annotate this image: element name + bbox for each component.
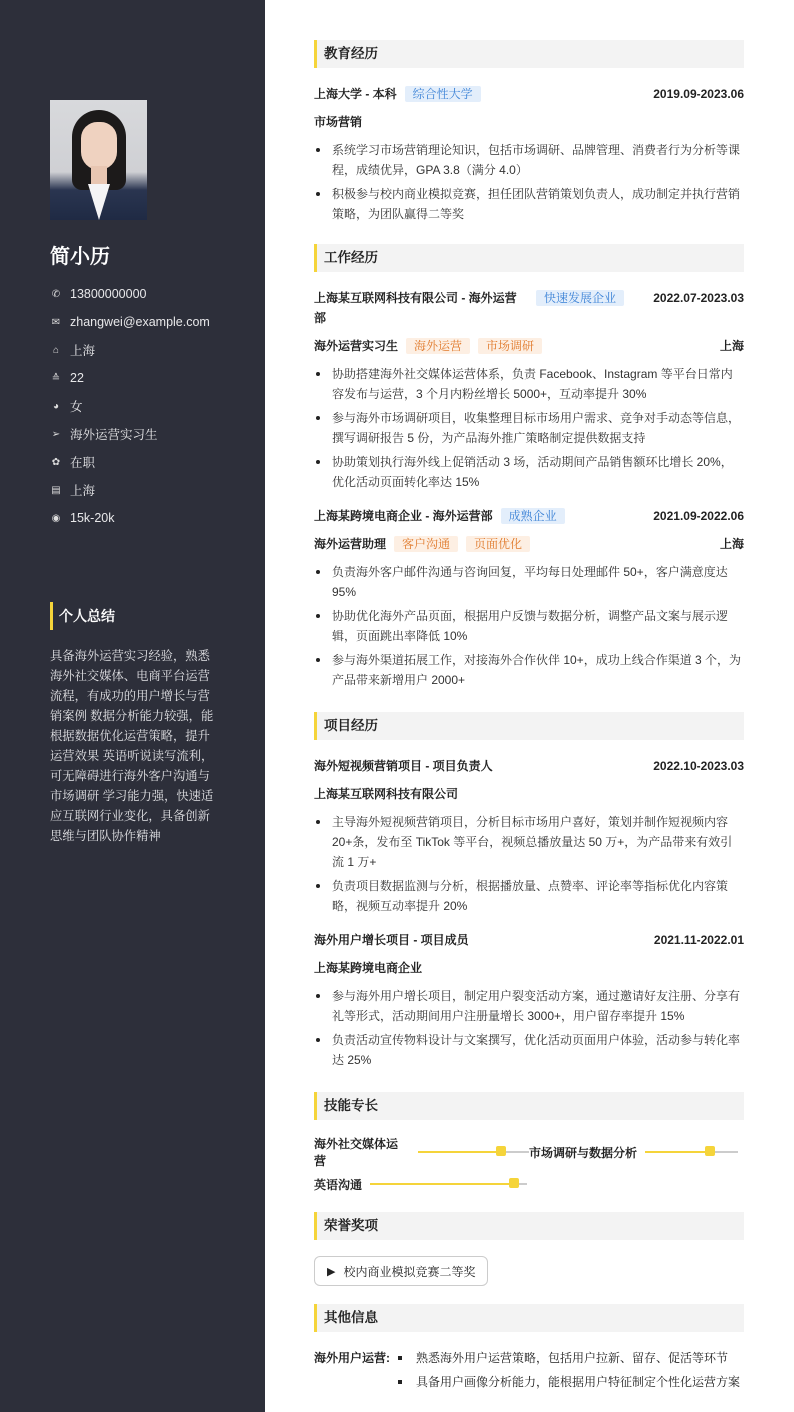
- entry-header: [314, 288, 744, 328]
- bullet-item: 积极参与校内商业模拟竞赛，担任团队营销策划负责人，成功制定并执行营销策略，为团队赢得二等奖: [314, 184, 744, 224]
- org-row: [314, 958, 744, 978]
- org-name: 上海某跨境电商企业: [314, 961, 423, 975]
- info-row: [50, 448, 250, 476]
- info-row: [50, 308, 250, 336]
- bullet-item: 具备用户画像分析能力，能根据用户特征制定个性化运营方案: [392, 1372, 740, 1392]
- city: 上海: [719, 339, 744, 353]
- phone-icon: ✆: [51, 288, 61, 300]
- info-row: [50, 420, 250, 448]
- section-title-other: 其他信息: [314, 1304, 744, 1332]
- info-text: 上海: [70, 344, 96, 358]
- skill-name: 海外社交媒体运营: [314, 1137, 399, 1168]
- bullet-list: [314, 140, 744, 224]
- main-content: [314, 40, 744, 1396]
- entry-left: [314, 506, 565, 526]
- role-row: [314, 336, 744, 356]
- skill-tag: 页面优化: [466, 536, 530, 552]
- entry-left: [314, 288, 624, 328]
- entry-date: 2021.11-2022.01: [653, 933, 744, 947]
- summary-text: 具备海外运营实习经验，熟悉海外社交媒体、电商平台运营流程，有成功的用户增长与营销案例 数据分析能力较强，能根据数据优化运营策略，提升运营效果 英语听说读写流利，可无障碍进行海外客户沟通与市场调研 学习能力强，快速适应互联网行业变化，具备创新思维与团队协作精神: [50, 649, 214, 843]
- skill-tag: 市场调研: [478, 338, 542, 354]
- info-text: 海外运营实习生: [70, 428, 158, 442]
- skill-fill: [645, 1151, 710, 1153]
- sidebar: [0, 0, 265, 1412]
- entry-header: [314, 84, 744, 104]
- bullet-item: 协助策划执行海外线上促销活动 3 场，活动期间产品销售额环比增长 20%，优化活动页面转化率达 15%: [314, 452, 744, 492]
- info-row: [50, 476, 250, 504]
- info-text: zhangwei@example.com: [70, 315, 210, 329]
- info-text: 女: [70, 400, 83, 414]
- company-tag: 成熟企业: [501, 508, 565, 524]
- skill-knob: [705, 1146, 715, 1156]
- age-icon: ≙: [51, 372, 61, 384]
- info-row: [50, 392, 250, 420]
- info-row: [50, 336, 250, 364]
- role-name: 海外运营助理: [314, 537, 387, 551]
- bullet-item: 参与海外市场调研项目，收集整理目标市场用户需求、竞争对手动态等信息，撰写调研报告 5 份，为产品海外推广策略制定提供数据支持: [314, 408, 744, 448]
- skill-tag: 客户沟通: [394, 536, 458, 552]
- company-name: 上海某跨境电商企业 - 海外运营部: [314, 509, 493, 523]
- other-label: 海外用户运营:: [314, 1351, 390, 1365]
- info-row: [50, 364, 250, 392]
- school-tag: 综合性大学: [405, 86, 481, 102]
- skill-fill: [370, 1183, 514, 1185]
- project-name: 海外短视频营销项目 - 项目负责人: [314, 759, 493, 773]
- role-left: [314, 336, 542, 356]
- salary-icon: ◉: [51, 512, 61, 524]
- info-text: 22: [70, 371, 84, 385]
- skill-item: [314, 1136, 529, 1168]
- bullet-list: [314, 986, 744, 1070]
- major-name: 市场营销: [314, 115, 363, 129]
- info-text: 在职: [70, 456, 96, 470]
- skill-item: [314, 1168, 529, 1200]
- section-title-skills: 技能专长: [314, 1092, 744, 1120]
- entry-header: [314, 506, 744, 526]
- bullet-item: 参与海外渠道拓展工作，对接海外合作伙伴 10+，成功上线合作渠道 3 个，为产品带来新增用户 2000+: [314, 650, 744, 690]
- entry-date: 2022.10-2023.03: [653, 759, 744, 773]
- education-entry: [314, 84, 744, 224]
- section-title-work: 工作经历: [314, 244, 744, 272]
- section-title-projects: 项目经历: [314, 712, 744, 740]
- info-text: 13800000000: [70, 287, 147, 301]
- bullet-item: 主导海外短视频营销项目，分析目标市场用户喜好，策划并制作短视频内容 20+条，发布至 TikTok 等平台，视频总播放量达 50 万+，为产品带来有效引流 1 万+: [314, 812, 744, 872]
- entry-header: [314, 930, 744, 950]
- send-icon: ➢: [51, 428, 61, 440]
- bullet-item: 负责项目数据监测与分析，根据播放量、点赞率、评论率等指标优化内容策略，视频互动率提升 20%: [314, 876, 744, 916]
- section-title-awards: 荣誉奖项: [314, 1212, 744, 1240]
- skill-bar: [645, 1151, 738, 1153]
- bullet-list: [314, 364, 744, 492]
- section-title-education: 教育经历: [314, 40, 744, 68]
- skill-item: [529, 1136, 744, 1168]
- award-text: 校内商业模拟竞赛二等奖: [343, 1264, 476, 1279]
- city: 上海: [719, 537, 744, 551]
- skill-tag: 海外运营: [406, 338, 470, 354]
- play-icon: ▶: [327, 1265, 336, 1278]
- other-bullets: [392, 1348, 740, 1396]
- contact-info: [50, 280, 250, 532]
- work-entry: [314, 288, 744, 492]
- candidate-name: 简小历: [50, 246, 110, 268]
- bullet-item: 负责海外客户邮件沟通与咨询回复，平均每日处理邮件 50+，客户满意度达 95%: [314, 562, 744, 602]
- org-row: [314, 784, 744, 804]
- skill-knob: [496, 1146, 506, 1156]
- info-text: 15k-20k: [70, 511, 115, 525]
- company-name: 上海某互联网科技有限公司 - 海外运营部: [314, 291, 517, 325]
- entry-header: [314, 756, 744, 776]
- skill-bar: [370, 1183, 527, 1185]
- skill-fill: [418, 1151, 502, 1153]
- bullet-item: 协助优化海外产品页面，根据用户反馈与数据分析，调整产品文案与展示逻辑，页面跳出率降低 10%: [314, 606, 744, 646]
- entry-date: 2019.09-2023.06: [653, 87, 744, 101]
- company-tag: 快速发展企业: [536, 290, 624, 306]
- bullet-item: 系统学习市场营销理论知识，包括市场调研、品牌管理、消费者行为分析等课程，成绩优异，GPA 3.8（满分 4.0）: [314, 140, 744, 180]
- info-text: 上海: [70, 484, 96, 498]
- org-name: 上海某互联网科技有限公司: [314, 787, 459, 801]
- entry-date: 2022.07-2023.03: [653, 291, 744, 305]
- avatar-photo: [50, 100, 147, 220]
- school-name: 上海大学 - 本科: [314, 87, 397, 101]
- skills-list: [314, 1136, 744, 1200]
- skill-bar: [418, 1151, 529, 1153]
- major: [314, 112, 744, 132]
- project-name: 海外用户增长项目 - 项目成员: [314, 933, 469, 947]
- bullet-item: 负责活动宣传物料设计与文案撰写，优化活动页面用户体验，活动参与转化率达 25%: [314, 1030, 744, 1070]
- gender-icon: ◕: [52, 400, 60, 412]
- skill-name: 英语沟通: [314, 1177, 363, 1192]
- bullet-item: 协助搭建海外社交媒体运营体系，负责 Facebook、Instagram 等平台日常内容发布与运营，3 个月内粉丝增长 5000+，互动率提升 30%: [314, 364, 744, 404]
- skill-knob: [509, 1178, 519, 1188]
- summary-title: 个人总结: [50, 602, 115, 630]
- bullet-item: 参与海外用户增长项目，制定用户裂变活动方案，通过邀请好友注册、分享有礼等形式，活动期间用户注册量增长 3000+，用户留存率提升 15%: [314, 986, 744, 1026]
- bullet-list: [314, 562, 744, 690]
- building-icon: ▤: [51, 484, 61, 496]
- role-name: 海外运营实习生: [314, 339, 399, 353]
- home-icon: ⌂: [52, 344, 60, 356]
- project-entry: [314, 930, 744, 1070]
- role-left: [314, 534, 530, 554]
- bullet-list: [314, 812, 744, 916]
- status-icon: ✿: [51, 456, 61, 468]
- skill-name: 市场调研与数据分析: [529, 1145, 638, 1160]
- info-row: [50, 504, 250, 532]
- award-item[interactable]: [314, 1256, 488, 1286]
- entry-date: 2021.09-2022.06: [653, 509, 744, 523]
- bullet-item: 熟悉海外用户运营策略，包括用户拉新、留存、促活等环节: [392, 1348, 740, 1368]
- entry-left: [314, 84, 481, 104]
- role-row: [314, 534, 744, 554]
- project-entry: [314, 756, 744, 916]
- info-row: [50, 280, 250, 308]
- other-entry: [314, 1348, 744, 1396]
- mail-icon: ✉: [51, 316, 61, 328]
- work-entry: [314, 506, 744, 690]
